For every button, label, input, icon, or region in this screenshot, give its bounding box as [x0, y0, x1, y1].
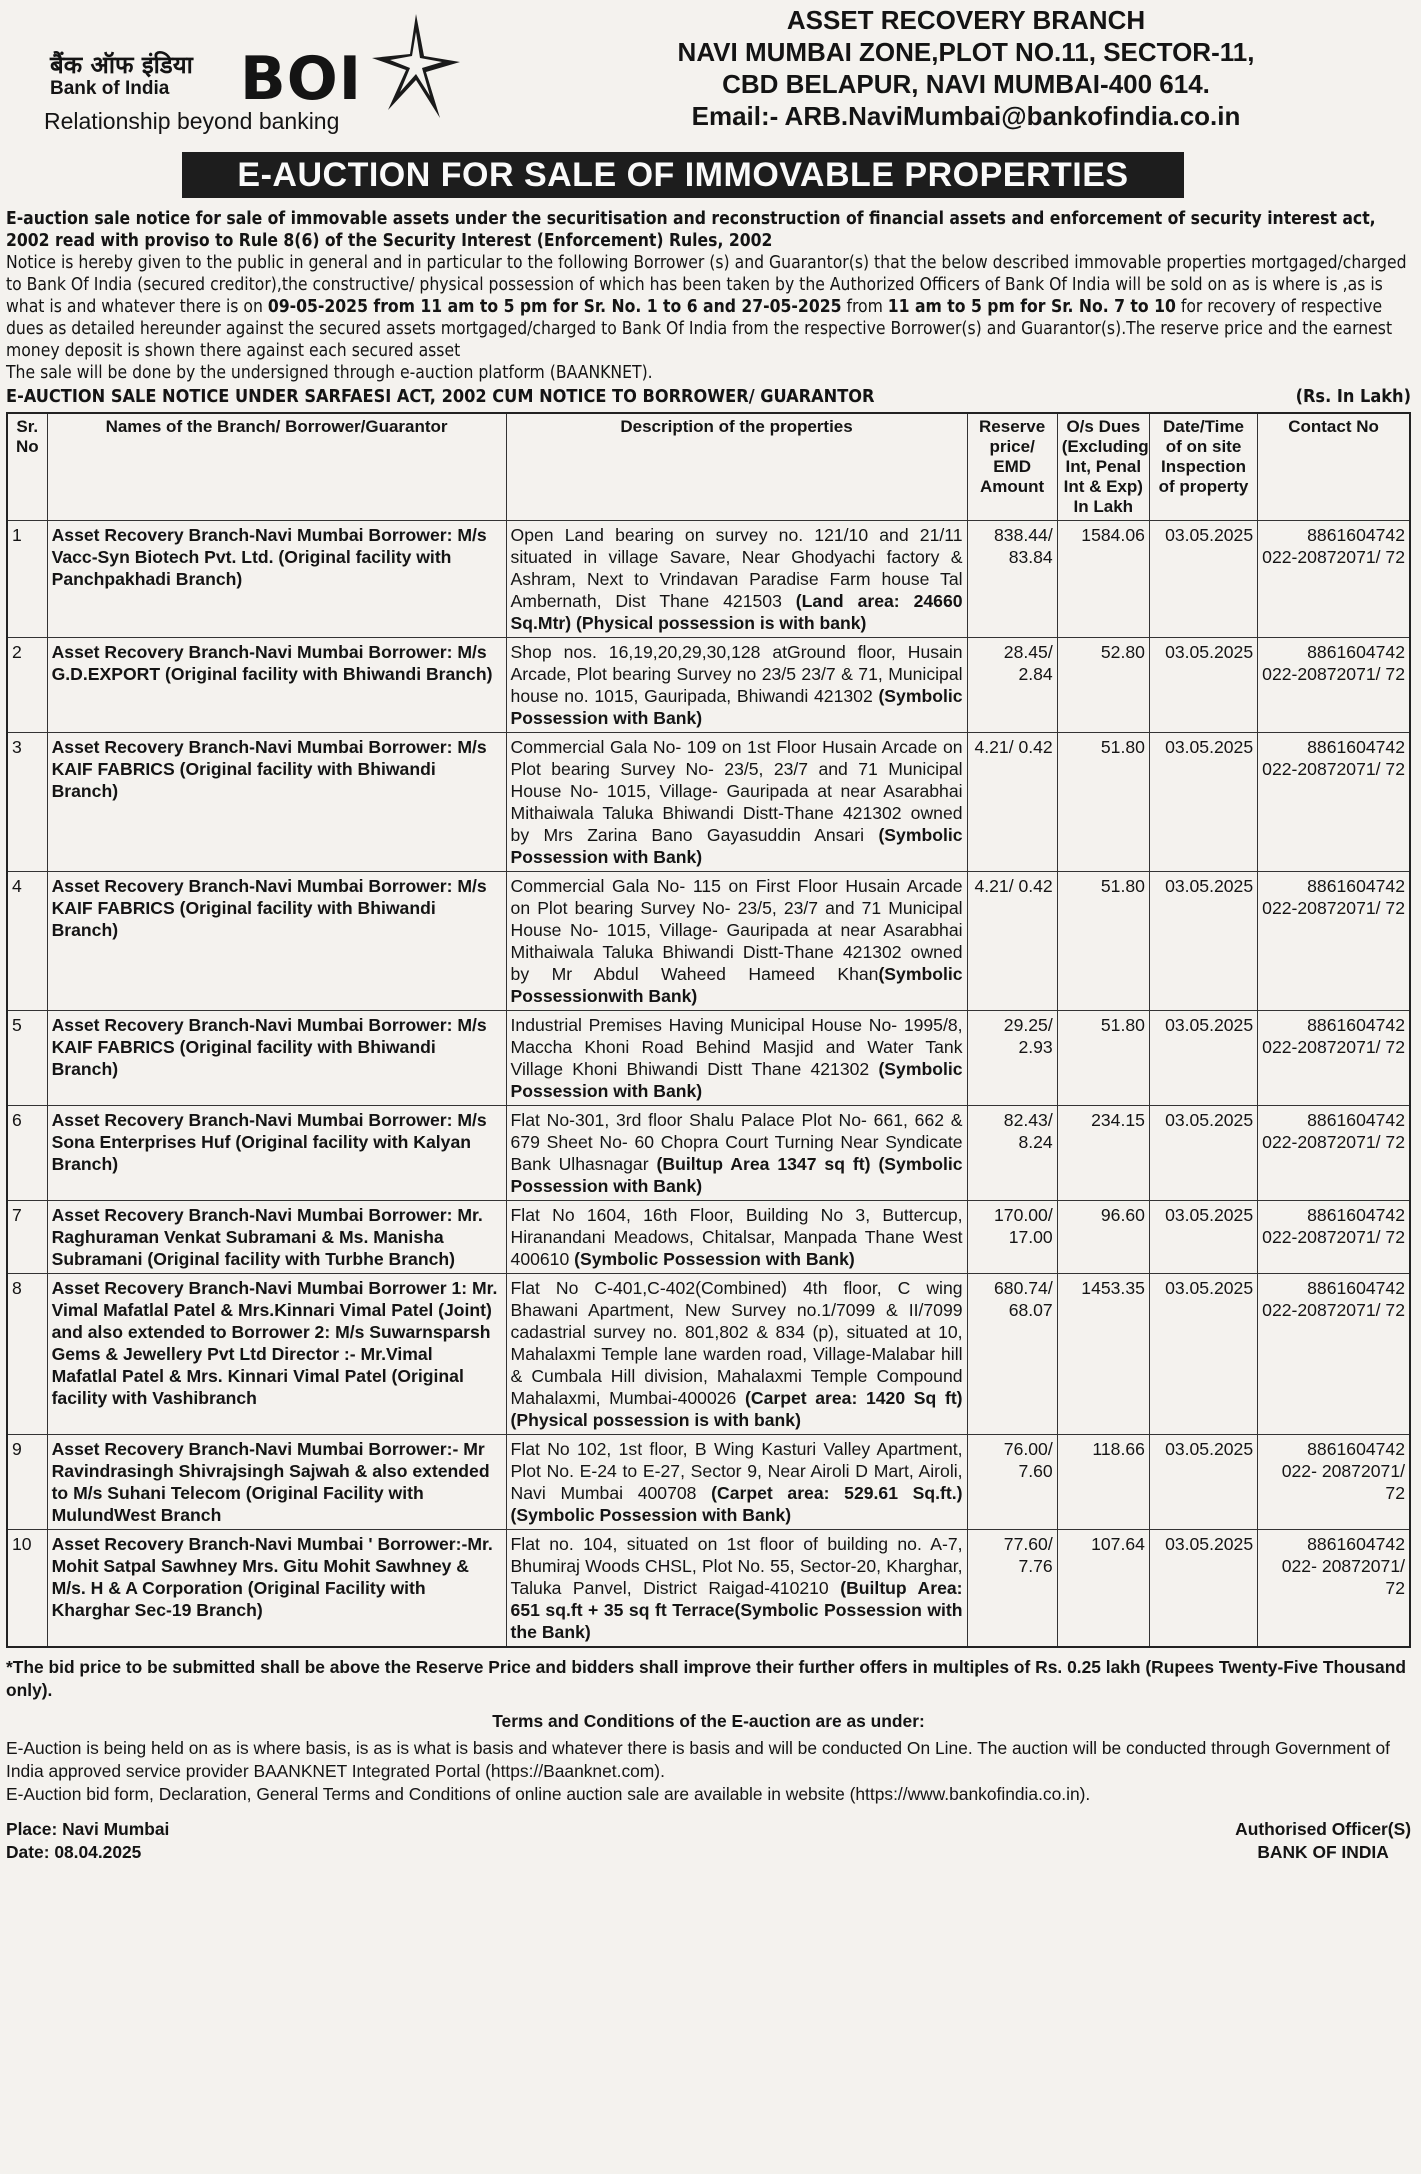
- row-sr: 8: [7, 1274, 47, 1435]
- table-body: [7, 521, 1410, 1648]
- row-dues: 51.80: [1057, 733, 1149, 872]
- row-dues: 107.64: [1057, 1530, 1149, 1648]
- row-contact: [1258, 638, 1410, 733]
- term-1: E-Auction is being held on as is where basis, is as is what is basis and whatever there is basis and will be conducted On Line. The auction will be conducted through Government of India approved service provider BAANKNET Integrated Portal (https://Baanknet.com).: [6, 1738, 1390, 1781]
- row-inspection-date: 03.05.2025: [1149, 1011, 1257, 1106]
- intro-dates: 09-05-2025 from 11 am to 5 pm for Sr. No. 1 to 6 and 27-05-2025: [267, 297, 842, 317]
- contact-landline: 022- 20872071/ 72: [1281, 1556, 1405, 1598]
- branch-address: [626, 4, 1306, 132]
- row-inspection-date: 03.05.2025: [1149, 521, 1257, 638]
- header-reserve: Reserve price/ EMD Amount: [967, 413, 1057, 521]
- row-sr: 4: [7, 872, 47, 1011]
- row-contact: [1258, 1530, 1410, 1648]
- row-reserve: 28.45/ 2.84: [967, 638, 1057, 733]
- logo-hindi-name: बैंक ऑफ इंडिया: [50, 51, 193, 79]
- header-description: Description of the properties: [506, 413, 967, 521]
- description-possession: (Symbolic Possession with Bank): [510, 686, 963, 728]
- table-row: [7, 1274, 1410, 1435]
- header: [6, 4, 1411, 138]
- row-sr: 2: [7, 638, 47, 733]
- table-row: [7, 733, 1410, 872]
- place: Place: Navi Mumbai: [6, 1819, 170, 1839]
- notice-title: E-AUCTION FOR SALE OF IMMOVABLE PROPERTIES: [182, 152, 1184, 198]
- notice-sarfaesi-title: E-AUCTION SALE NOTICE UNDER SARFAESI ACT, 2002 CUM NOTICE TO BORROWER/ GUARANTOR: [6, 386, 875, 407]
- description-text: Flat No-301, 3rd floor Shalu Palace Plot No- 661, 662 & 679 Sheet No- 60 Chopra Court Turning Near Syndicate Bank Ulhasnagar: [510, 1110, 963, 1174]
- contact-landline: 022-20872071/ 72: [1262, 898, 1405, 918]
- table-row: [7, 638, 1410, 733]
- contact-landline: 022-20872071/ 72: [1262, 1300, 1405, 1320]
- description-possession: (Builtup Area 1347 sq ft) (Symbolic Possession with Bank): [510, 1154, 963, 1196]
- row-inspection-date: 03.05.2025: [1149, 872, 1257, 1011]
- row-description: [506, 872, 967, 1011]
- intro-text: for recovery of respective dues as detailed hereunder against the secured assets mortgaged/charged to Bank Of India from the respective Borrower(s) and Guarantor(s).The reserve price and the earnest money deposit is shown there against each secured asset: [6, 297, 1393, 361]
- row-description: [506, 638, 967, 733]
- row-dues: 1453.35: [1057, 1274, 1149, 1435]
- row-reserve: 77.60/ 7.76: [967, 1530, 1057, 1648]
- row-contact: [1258, 872, 1410, 1011]
- description-text: Industrial Premises Having Municipal House No- 1995/8, Maccha Khoni Road Behind Masjid and Water Tank Village Khoni Bhiwandi Distt Thane 421302: [510, 1015, 963, 1079]
- contact-mobile: 8861604742: [1307, 1205, 1405, 1225]
- table-row: [7, 1106, 1410, 1201]
- row-sr: 6: [7, 1106, 47, 1201]
- row-reserve: 4.21/ 0.42: [967, 872, 1057, 1011]
- contact-mobile: 8861604742: [1307, 642, 1405, 662]
- row-reserve: 76.00/ 7.60: [967, 1435, 1057, 1530]
- header-sr: Sr. No: [7, 413, 47, 521]
- address-line: ASSET RECOVERY BRANCH: [786, 5, 1146, 35]
- intro-para-2: [6, 252, 1411, 362]
- row-borrower: Asset Recovery Branch-Navi Mumbai Borrower: M/s KAIF FABRICS (Original facility with Bhiwandi Branch): [47, 1011, 506, 1106]
- logo-english-name: Bank of India: [50, 78, 170, 99]
- footer: [6, 1656, 1411, 1864]
- row-borrower: Asset Recovery Branch-Navi Mumbai Borrower: M/s Sona Enterprises Huf (Original facility with Kalyan Branch): [47, 1106, 506, 1201]
- row-reserve: 82.43/ 8.24: [967, 1106, 1057, 1201]
- email-line: Email:- ARB.NaviMumbai@bankofindia.co.in: [691, 101, 1241, 131]
- table-row: [7, 872, 1410, 1011]
- description-possession: (Symbolic Possession with Bank): [574, 1249, 855, 1269]
- contact-landline: 022-20872071/ 72: [1262, 759, 1405, 779]
- row-description: [506, 1435, 967, 1530]
- description-possession: (Carpet area: 1420 Sq ft) (Physical possession is with bank): [510, 1388, 963, 1430]
- row-inspection-date: 03.05.2025: [1149, 1201, 1257, 1274]
- row-reserve: 680.74/ 68.07: [967, 1274, 1057, 1435]
- row-inspection-date: 03.05.2025: [1149, 1530, 1257, 1648]
- intro-para-3: The sale will be done by the undersigned through e-auction platform (BAANKNET).: [6, 363, 653, 383]
- description-text: Flat no. 104, situated on 1st floor of building no. A-7, Bhumiraj Woods CHSL, Plot No. 55, Sector-20, Kharghar, Taluka Panvel, District Raigad-410210: [510, 1534, 963, 1598]
- contact-landline: 022- 20872071/ 72: [1281, 1461, 1405, 1503]
- intro-section: [6, 208, 1411, 408]
- table-row: [7, 1435, 1410, 1530]
- row-contact: [1258, 733, 1410, 872]
- row-borrower: Asset Recovery Branch-Navi Mumbai Borrower: M/s KAIF FABRICS (Original facility with Bhiwandi Branch): [47, 733, 506, 872]
- row-description: [506, 521, 967, 638]
- table-row: [7, 1530, 1410, 1648]
- table-row: [7, 1011, 1410, 1106]
- row-dues: 51.80: [1057, 872, 1149, 1011]
- row-dues: 96.60: [1057, 1201, 1149, 1274]
- row-dues: 234.15: [1057, 1106, 1149, 1201]
- place-date: [6, 1818, 169, 1864]
- row-borrower: Asset Recovery Branch-Navi Mumbai Borrower 1: Mr. Vimal Mafatlal Patel & Mrs.Kinnari Vimal Patel (Joint) and also extended to Borrower 2: M/s Suwarnsparsh Gems & Jewellery Pvt Ltd Director :- Mr.Vimal Mafatlal Patel & Mrs. Kinnari Vimal Patel (Original facility with Vashibranch: [47, 1274, 506, 1435]
- description-text: Commercial Gala No- 109 on 1st Floor Husain Arcade on Plot bearing Survey No- 23/5, 23/7 and 71 Municipal House No- 1015, Village- Gauripada at near Asarabhai Mithaiwala Taluka Bhiwandi Distt-Thane 421302 owned by Mrs Zarina Bano Gayasuddin Ansari: [510, 737, 963, 845]
- row-inspection-date: 03.05.2025: [1149, 638, 1257, 733]
- row-contact: [1258, 1106, 1410, 1201]
- contact-mobile: 8861604742: [1307, 1439, 1405, 1459]
- description-possession: (Land area: 24660 Sq.Mtr) (Physical possession is with bank): [510, 591, 963, 633]
- row-description: [506, 1274, 967, 1435]
- contact-mobile: 8861604742: [1307, 525, 1405, 545]
- row-borrower: Asset Recovery Branch-Navi Mumbai Borrower: M/s KAIF FABRICS (Original facility with Bhiwandi Branch): [47, 872, 506, 1011]
- row-inspection-date: 03.05.2025: [1149, 733, 1257, 872]
- row-inspection-date: 03.05.2025: [1149, 1274, 1257, 1435]
- contact-mobile: 8861604742: [1307, 1110, 1405, 1130]
- row-sr: 9: [7, 1435, 47, 1530]
- signatory-bank: BANK OF INDIA: [1257, 1842, 1389, 1862]
- signature-block: [6, 1818, 1411, 1864]
- row-sr: 10: [7, 1530, 47, 1648]
- intro-text: Notice is hereby given to the public in general and in particular to the following Borrower (s) and Guarantor(s) that the below described immovable properties mortgaged/charged to Bank Of India (secured creditor),the constructive/ physical possession of which has been taken by the Authorized Officers of Bank Of India will be sold on as is where is ,as is what is and whatever there is on: [6, 253, 1407, 317]
- row-reserve: 4.21/ 0.42: [967, 733, 1057, 872]
- intro-para-1: E-auction sale notice for sale of immovable assets under the securitisation and reconstruction of financial assets and enforcement of security interest act, 2002 read with proviso to Rule 8(6) of the Security Interest (Enforcement) Rules, 2002: [6, 209, 1376, 251]
- term-2: E-Auction bid form, Declaration, General Terms and Conditions of online auction sale are available in website (https://www.bankofindia.co.in).: [6, 1784, 1091, 1804]
- description-text: Shop nos. 16,19,20,29,30,128 atGround floor, Husain Arcade, Plot bearing Survey no 23/5 23/7 & 71, Municipal house no. 1015, Gauripada, Bhiwandi 421302: [510, 642, 963, 706]
- row-inspection-date: 03.05.2025: [1149, 1435, 1257, 1530]
- row-borrower: Asset Recovery Branch-Navi Mumbai Borrower: M/s G.D.EXPORT (Original facility with Bhiwandi Branch): [47, 638, 506, 733]
- row-contact: [1258, 1201, 1410, 1274]
- signatory-title: Authorised Officer(S): [1235, 1819, 1411, 1839]
- row-dues: 52.80: [1057, 638, 1149, 733]
- row-borrower: Asset Recovery Branch-Navi Mumbai Borrower: Mr. Raghuraman Venkat Subramani & Ms. Manisha Subramani (Original facility with Turbhe Branch): [47, 1201, 506, 1274]
- row-borrower: Asset Recovery Branch-Navi Mumbai Borrower:- Mr Ravindrasingh Shivrajsingh Sajwah & also extended to M/s Suhani Telecom (Original Facility with MulundWest Branch: [47, 1435, 506, 1530]
- description-possession: (Carpet area: 529.61 Sq.ft.) (Symbolic Possession with Bank): [510, 1483, 963, 1525]
- signatory: [1235, 1818, 1411, 1864]
- row-sr: 3: [7, 733, 47, 872]
- row-reserve: 29.25/ 2.93: [967, 1011, 1057, 1106]
- row-borrower: Asset Recovery Branch-Navi Mumbai Borrower: M/s Vacc-Syn Biotech Pvt. Ltd. (Original facility with Panchpakhadi Branch): [47, 521, 506, 638]
- table-header-row: [7, 413, 1410, 521]
- tagline: Relationship beyond banking: [44, 108, 340, 134]
- contact-landline: 022-20872071/ 72: [1262, 1227, 1405, 1247]
- date: Date: 08.04.2025: [6, 1842, 142, 1862]
- row-dues: 118.66: [1057, 1435, 1149, 1530]
- row-contact: [1258, 1435, 1410, 1530]
- row-borrower: Asset Recovery Branch-Navi Mumbai ' Borrower:-Mr. Mohit Satpal Sawhney Mrs. Gitu Mohit Sawhney & M/s. H & A Corporation (Original Facility with Kharghar Sec-19 Branch): [47, 1530, 506, 1648]
- contact-landline: 022-20872071/ 72: [1262, 1037, 1405, 1057]
- intro-times: 11 am to 5 pm for Sr. No. 7 to 10: [887, 297, 1176, 317]
- row-sr: 5: [7, 1011, 47, 1106]
- row-reserve: 170.00/ 17.00: [967, 1201, 1057, 1274]
- contact-mobile: 8861604742: [1307, 1534, 1405, 1554]
- row-description: [506, 1106, 967, 1201]
- header-dues: O/s Dues (Excluding Int, Penal Int & Exp) In Lakh: [1057, 413, 1149, 521]
- row-inspection-date: 03.05.2025: [1149, 1106, 1257, 1201]
- logo-mark: BOI: [240, 44, 363, 114]
- contact-landline: 022-20872071/ 72: [1262, 547, 1405, 567]
- row-contact: [1258, 1274, 1410, 1435]
- description-text: Flat No C-401,C-402(Combined) 4th floor, C wing Bhawani Apartment, New Survey no.1/7099 & II/7099 cadastrial survey no. 801,802 & 834 (p), situated at 10, Mahalaxmi Temple lane warden road, Village-Malabar hill & Cumbala Hill division, Mahalaxmi Temple Compound Mahalaxmi, Mumbai-400026: [510, 1278, 963, 1408]
- properties-table: [6, 412, 1411, 1648]
- bid-note: *The bid price to be submitted shall be above the Reserve Price and bidders shall improve their further offers in multiples of Rs. 0.25 lakh (Rupees Twenty-Five Thousand only).: [6, 1657, 1406, 1700]
- row-dues: 1584.06: [1057, 521, 1149, 638]
- table-row: [7, 521, 1410, 638]
- description-text: Flat No 1604, 16th Floor, Building No 3, Buttercup, Hiranandani Meadows, Chitalsar, Manpada Thane West 400610: [510, 1205, 963, 1269]
- row-description: [506, 1201, 967, 1274]
- row-description: [506, 1530, 967, 1648]
- contact-mobile: 8861604742: [1307, 1015, 1405, 1035]
- row-description: [506, 733, 967, 872]
- header-contact: Contact No: [1258, 413, 1410, 521]
- contact-mobile: 8861604742: [1307, 1278, 1405, 1298]
- terms-heading: Terms and Conditions of the E-auction are as under:: [492, 1711, 925, 1731]
- description-possession: (Symbolic Possession with Bank): [510, 825, 963, 867]
- intro-text: from: [841, 297, 888, 317]
- unit-label: (Rs. In Lakh): [1295, 386, 1411, 407]
- row-description: [506, 1011, 967, 1106]
- row-contact: [1258, 521, 1410, 638]
- description-possession: (Symbolic Possession with Bank): [510, 1059, 963, 1101]
- address-line: NAVI MUMBAI ZONE,PLOT NO.11, SECTOR-11,: [677, 37, 1255, 67]
- description-text: Commercial Gala No- 115 on First Floor Husain Arcade on Plot bearing Survey No- 23/5, 23/7 and 71 Municipal House No- 1015, Village- Gauripada at near Asarabhai Mithaiwala Taluka Bhiwandi Distt-Thane 421302 owned by Mr Abdul Waheed Hameed Khan: [510, 876, 963, 984]
- contact-landline: 022-20872071/ 72: [1262, 664, 1405, 684]
- table-row: [7, 1201, 1410, 1274]
- description-text: Open Land bearing on survey no. 121/10 and 21/11 situated in village Savare, Near Ghodyachi factory & Ashram, Next to Vrindavan Paradise Farm house Tal Ambernath, Dist Thane 421503: [510, 525, 963, 611]
- row-sr: 7: [7, 1201, 47, 1274]
- row-contact: [1258, 1011, 1410, 1106]
- contact-mobile: 8861604742: [1307, 737, 1405, 757]
- row-reserve: 838.44/ 83.84: [967, 521, 1057, 638]
- row-dues: 51.80: [1057, 1011, 1149, 1106]
- address-line: CBD BELAPUR, NAVI MUMBAI-400 614.: [722, 69, 1210, 99]
- contact-landline: 022-20872071/ 72: [1262, 1132, 1405, 1152]
- header-date: Date/Time of on site Inspection of property: [1149, 413, 1257, 521]
- header-names: Names of the Branch/ Borrower/Guarantor: [47, 413, 506, 521]
- description-possession: (Builtup Area: 651 sq.ft + 35 sq ft Terrace(Symbolic Possession with the Bank): [510, 1578, 963, 1642]
- description-possession: (Symbolic Possessionwith Bank): [510, 964, 963, 1006]
- row-sr: 1: [7, 521, 47, 638]
- description-text: Flat No 102, 1st floor, B Wing Kasturi Valley Apartment, Plot No. E-24 to E-27, Sector 9, Near Airoli D Mart, Airoli, Navi Mumbai 400708: [510, 1439, 963, 1503]
- star-icon: [372, 14, 460, 118]
- notice-subheading: [6, 386, 1411, 408]
- contact-mobile: 8861604742: [1307, 876, 1405, 896]
